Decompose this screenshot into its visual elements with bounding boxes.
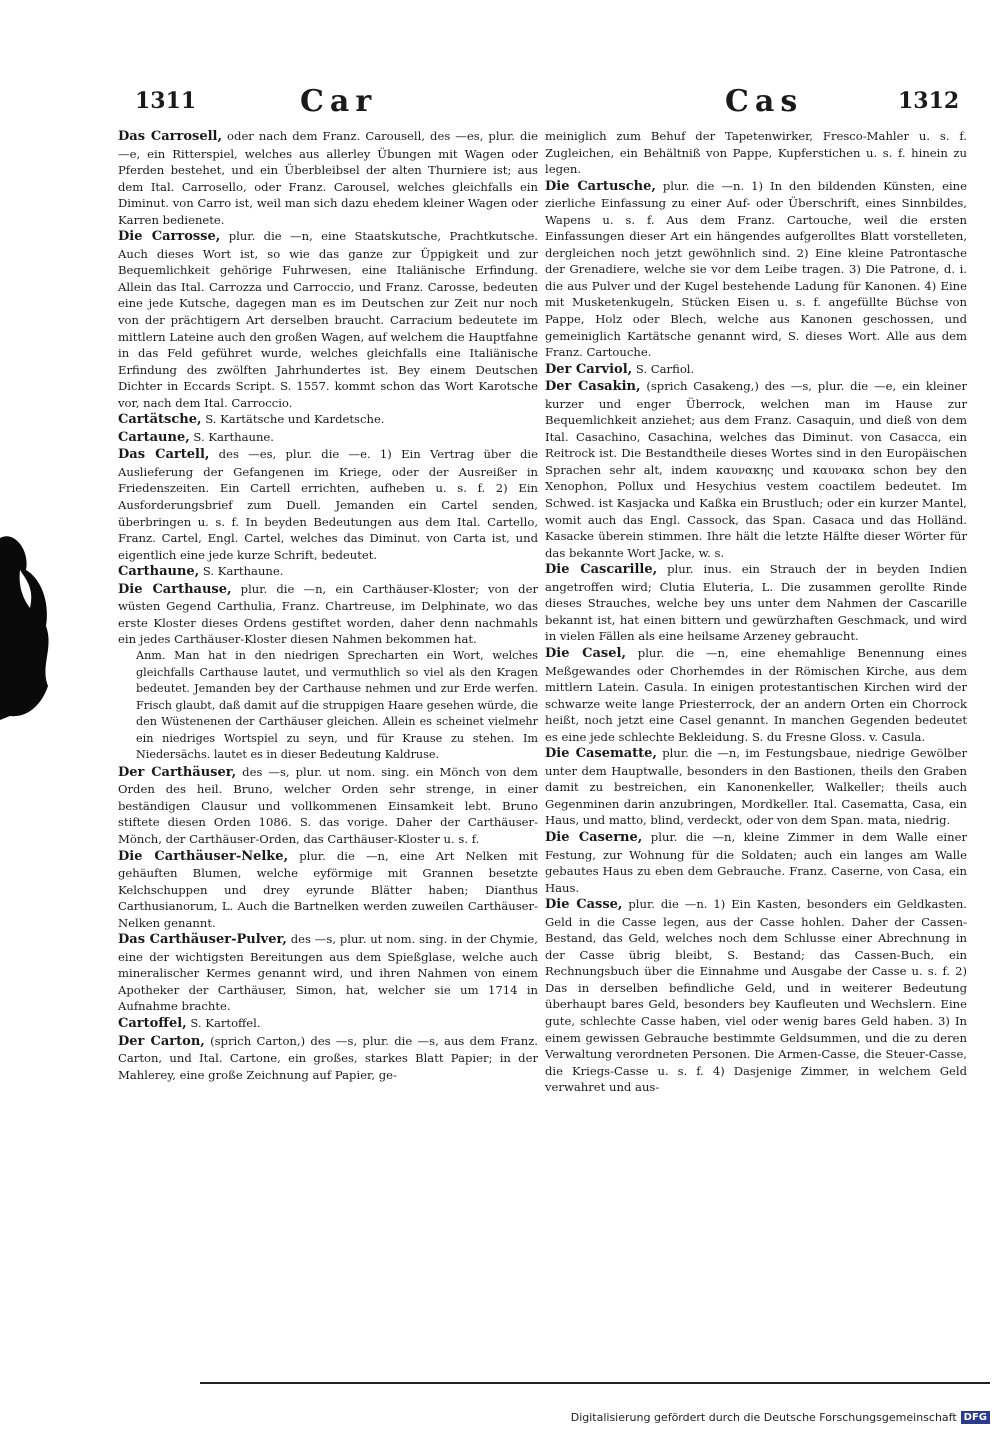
entry-headword: Das Carthäuser-Pulver, xyxy=(118,932,287,948)
entry-text: plur. inus. ein Strauch der in beyden Indien angetroffen wird; Clutia Eluteria, L. Die zusammen gerollte Rinde dieses Strauches, welche bey uns unter dem Nahmen der Cascarille bekannt ist, hat einen bittern und gewürzhaften Geschmack, und wird in vielen Fällen als eine heilsame Arzeney gebraucht. xyxy=(545,562,967,644)
entry-text: plur. die —n, eine Art Nelken mit gehäuften Blumen, welche eyförmige mit Grannen besetzte Kelchschuppen und drey eyrunde Blätter haben; Dianthus Carthusianorum, L. Auch die Bartnelken werden zuweilen Carthäuser-Nelken genannt. xyxy=(118,848,538,930)
entry-headword: Carthaune, xyxy=(118,564,200,580)
dictionary-entry xyxy=(118,848,538,932)
entry-text: plur. die —n, eine ehemahlige Benennung eines Meßgewandes oder Chorhemdes in der Römischen Kirche, aus dem mittlern Latein. Casula. In einigen protestantischen Kirchen wird der schwarze weite lange Priesterrock, der an andern Orten ein Chorrock heißt, noch jetzt eine Casel genannt. In manchen Gegenden bedeutet es eine jede schlechte Bekleidung. S. du Fresne Gloss. v. Casula. xyxy=(545,645,967,744)
entry-text: S. Carfiol. xyxy=(632,361,695,376)
entry-headword: Die Cartusche, xyxy=(545,178,656,194)
dictionary-entry xyxy=(545,745,967,829)
entry-text: des —s, plur. ut nom. sing. ein Mönch von dem Orden des heil. Bruno, welcher Orden sehr strenge, in einer beständigen Clausur und vollkommenen Einsamkeit lebt. Bruno stiftete diesen Orden 1086. S. das vorige. Daher der Carthäuser-Mönch, der Carthäuser-Orden, das Carthäuser-Kloster u. s. f. xyxy=(118,764,539,846)
entry-text: S. Karthaune. xyxy=(189,429,274,444)
running-head-left: Car xyxy=(300,84,378,119)
entry-text: plur. die —n. 1) In den bildenden Künsten, eine zierliche Einfassung zu einer Auf- oder Überschrift, eines Sinnbildes, Wapens u. s. f. Aus dem Franz. Cartouche, weil die ersten Einfassungen dieser Art ein hängendes aufgerolltes Blatt vorstelleten, dergleichen noch jetzt gewöhnlich sind. 2) Eine kleine Patrontasche der Grenadiere, welche sie vor dem Leibe tragen. 3) Die Patrone, d. i. die aus Pulver und der Kugel bestehende Ladung für Kanonen. 4) Eine mit Musketenkugeln, Stücken Eisen u. s. f. angefüllte Büchse von Pappe, Holz oder Blech, welche aus Kanonen geschossen, und gemeiniglich Kartätsche genannt wird, S. dieses Wort. Alle aus dem Franz. Cartouche. xyxy=(545,178,967,360)
entry-headword: Die Caserne, xyxy=(545,829,643,845)
entry-text: plur. die —n, kleine Zimmer in dem Walle einer Festung, zur Wohnung für die Soldaten; auch ein langes am Walle gebautes Haus zu eben dem Gebrauche. Franz. Caserne, von Casa, ein Haus. xyxy=(545,829,967,895)
dictionary-entry xyxy=(118,228,538,411)
page-number-right: 1312 xyxy=(898,88,960,114)
dictionary-entry xyxy=(118,1015,538,1033)
entry-text: oder nach dem Franz. Carousell, des —es, plur. die —e, ein Ritterspiel, welches aus allerley Übungen mit Wagen oder Pferden bestehet, und ein Überbleibsel der alten Thurniere ist; aus dem Ital. Carrosello, oder Franz. Carousel, welches gleichfalls ein Diminut. von Carro ist, weil man sich dazu ehedem kleiner Wagen oder Karren bedienete. xyxy=(118,129,538,227)
footer xyxy=(571,1411,990,1424)
entry-headword: Die Casel, xyxy=(545,645,626,661)
entry-text: S. Kartoffel. xyxy=(186,1015,261,1030)
entry-headword: Der Carthäuser, xyxy=(118,764,237,780)
entry-headword: Die Cascarille, xyxy=(545,562,658,578)
bottom-rule xyxy=(200,1382,990,1384)
ink-blot xyxy=(0,530,56,720)
dictionary-entry xyxy=(118,128,538,228)
entry-text: (sprich Carton,) des —s, plur. die —s, aus dem Franz. Carton, und Ital. Cartone, ein großes, starkes Blatt Papier; in der Mahlerey, eine große Zeichnung auf Papier, ge- xyxy=(118,1033,538,1082)
entry-text: S. Kartätsche und Kardetsche. xyxy=(201,412,385,427)
entry-headword: Das Carrosell, xyxy=(118,129,223,144)
entry-text: Anm. Man hat in den niedrigen Sprecharten ein Wort, welches gleichfalls Carthause lautet, und vermuthlich so viel als den Kragen bedeutet. Jemanden bey der Carthause nehmen und zur Erde werfen. Frisch glaubt, daß damit auf die struppigen Haare gesehen würde, die den Wüstenenen der Carthäuser gleichen. Allein es scheinet vielmehr ein niedriges Wortspiel zu seyn, und für Krause zu stehen. Im Niedersächs. lautet es in dieser Bedeutung Kaldruse. xyxy=(136,648,538,762)
entry-headword: Der Carviol, xyxy=(545,361,633,377)
dictionary-entry xyxy=(118,446,538,563)
entry-headword: Die Carthäuser-Nelke, xyxy=(118,848,289,864)
entry-text: plur. die —n. 1) Ein Kasten, besonders ein Geldkasten. Geld in die Casse legen, aus der Casse hohlen. Daher der Cassen-Bestand, das Geld, welches noch dem Schlusse einer Abrechnung in der Casse übrig bleibt, S. Bestand; das Cassen-Buch, ein Rechnungsbuch über die Einnahme und Ausgabe der Casse u. s. f. 2) Das in derselben befindliche Geld, und in weiterer Bedeutung überhaupt bares Geld, besonders bey Kaufleuten und Wechslern. Eine gute, schlechte Casse haben, viel oder wenig bares Geld haben. 3) In einem gewissen Gebrauche bestimmte Geldsummen, und die zu deren Verwaltung verordneten Personen. Die Armen-Casse, die Steuer-Casse, die Kriegs-Casse u. s. f. 4) Dasjenige Zimmer, in welchem Geld verwahret und aus- xyxy=(545,897,967,1095)
dictionary-entry xyxy=(118,931,538,1015)
dictionary-entry xyxy=(545,896,967,1096)
entry-headword: Cartoffel, xyxy=(118,1015,187,1031)
dictionary-entry xyxy=(118,764,538,848)
dfg-logo: DFG xyxy=(961,1411,990,1424)
entry-headword: Cartätsche, xyxy=(118,412,202,428)
entry-headword: Die Carrosse, xyxy=(118,229,221,245)
right-column xyxy=(545,128,967,1096)
dictionary-entry xyxy=(118,581,538,648)
entry-text: plur. die —n, eine Staatskutsche, Prachtkutsche. Auch dieses Wort ist, so wie das ganze zur Üppigkeit und zur Bequemlichkeit gehörige Fuhrwesen, eine Italiänische Erfindung. Allein das Ital. Carrozza und Carroccio, und Franz. Carosse, bedeuten eine jede Kutsche, dagegen man es im Deutschen zur Zeit nur noch von der prächtigern Art derselben braucht. Carracium bedeutete im mittlern Lateine auch den großen Wagen, auf welchem die Hauptfahne in das Feld geführet wurde, welches gleichfalls eine Italiänische Erfindung des zwölften Jahrhundertes ist. Bey einem Deutschen Dichter in Eccards Script. S. 1557. kommt schon das Wort Karotsche vor, nach dem Ital. Carroccio. xyxy=(118,229,538,410)
dictionary-entry xyxy=(545,645,967,745)
entry-headword: Die Casse, xyxy=(545,897,623,913)
entry-text: meiniglich zum Behuf der Tapetenwirker, Fresco-Mahler u. s. f. Zugleichen, ein Behältniß von Pappe, Kupferstichen u. s. f. hinein zu legen. xyxy=(545,129,967,177)
dictionary-entry xyxy=(545,128,967,178)
entry-text: plur. die —n, ein Carthäuser-Kloster; von der wüsten Gegend Carthulia, Franz. Chartreuse, im Delphinate, wo das erste Kloster dieses Ordens gestiftet worden, daher denn nachmahls ein jedes Carthäuser-Kloster diesen Nahmen bekommen hat. xyxy=(118,581,538,647)
entry-text: des —s, plur. ut nom. sing. in der Chymie, eine der wichtigsten Bereitungen aus dem Spießglase, welche auch mineralischer Kermes genannt wird, und ihren Nahmen von einem Apotheker der Carthäuser, Simon, hat, welcher sie um 1714 in Aufnahme brachte. xyxy=(118,932,538,1014)
dictionary-entry xyxy=(545,378,967,561)
entry-text: (sprich Casakeng,) des —s, plur. die —e, ein kleiner kurzer und enger Überrock, welchen man im Hause zur Bequemlichkeit anziehet; aus dem Franz. Casaquin, und dieß von dem Ital. Casachino, Casachina, welches das Diminut. von Casacca, ein Reitrock ist. Die Bestandtheile dieses Wortes sind in den Europäischen Sprachen sehr alt, indem καυνακης und καυνακα schon bey den Xenophon, Pollux und Hesychius vestem coactilem bedeutet. Im Schwed. ist Kasjacka und Kaßka ein Brustluch; oder ein kurzer Mantel, womit auch das Engl. Cassock, das Span. Casaca und das Holländ. Kasacke überein stimmen. Ihre hält die letzte Hälfte dieser Wörter für das bekannte Wort Jacke, w. s. xyxy=(545,379,967,560)
entry-text: des —es, plur. die —e. 1) Ein Vertrag über die Auslieferung der Gefangenen im Kriege, oder der Ausreißer in Friedenszeiten. Ein Cartell errichten, aufheben u. s. f. 2) Ein Ausforderungsbrief zum Duell. Jemanden ein Cartel senden, überbringen u. s. f. In beyden Bedeutungen aus dem Ital. Cartello, Franz. Cartel, Engl. Cartel, welches das Diminut. von Carta ist, und eigentlich eine jede kurze Schrift, bedeutet. xyxy=(118,447,538,562)
entry-headword: Das Cartell, xyxy=(118,447,210,463)
dictionary-entry xyxy=(118,563,538,581)
dictionary-entry xyxy=(545,178,967,361)
dictionary-entry xyxy=(118,411,538,429)
entry-headword: Die Carthause, xyxy=(118,581,232,597)
dictionary-entry xyxy=(545,361,967,379)
entry-headword: Die Casematte, xyxy=(545,746,657,762)
dictionary-note xyxy=(118,648,538,764)
page-header xyxy=(135,84,965,124)
entry-headword: Cartaune, xyxy=(118,429,190,445)
dictionary-entry xyxy=(118,1033,538,1084)
dictionary-entry xyxy=(545,561,967,645)
dictionary-entry xyxy=(545,829,967,896)
footer-credit: Digitalisierung gefördert durch die Deutsche Forschungsgemeinschaft xyxy=(570,1411,957,1424)
running-head-right: Cas xyxy=(725,84,804,119)
page-number-left: 1311 xyxy=(135,88,197,114)
entry-text: plur. die —n, im Festungsbaue, niedrige Gewölber unter dem Hauptwalle, besonders in den Bastionen, theils den Graben damit zu bestreichen, ein Kanonenkeller, Walkeller; theils auch Gegenminen darin anzubringen, Mordkeller. Ital. Casematta, Casa, ein Haus, und matto, blind, verdeckt, oder von dem Span. mata, niedrig. xyxy=(545,746,967,828)
entry-headword: Der Casakin, xyxy=(545,379,641,395)
left-column xyxy=(118,128,538,1083)
entry-headword: Der Carton, xyxy=(118,1033,205,1049)
dictionary-entry xyxy=(118,429,538,447)
entry-text: S. Karthaune. xyxy=(199,564,284,579)
